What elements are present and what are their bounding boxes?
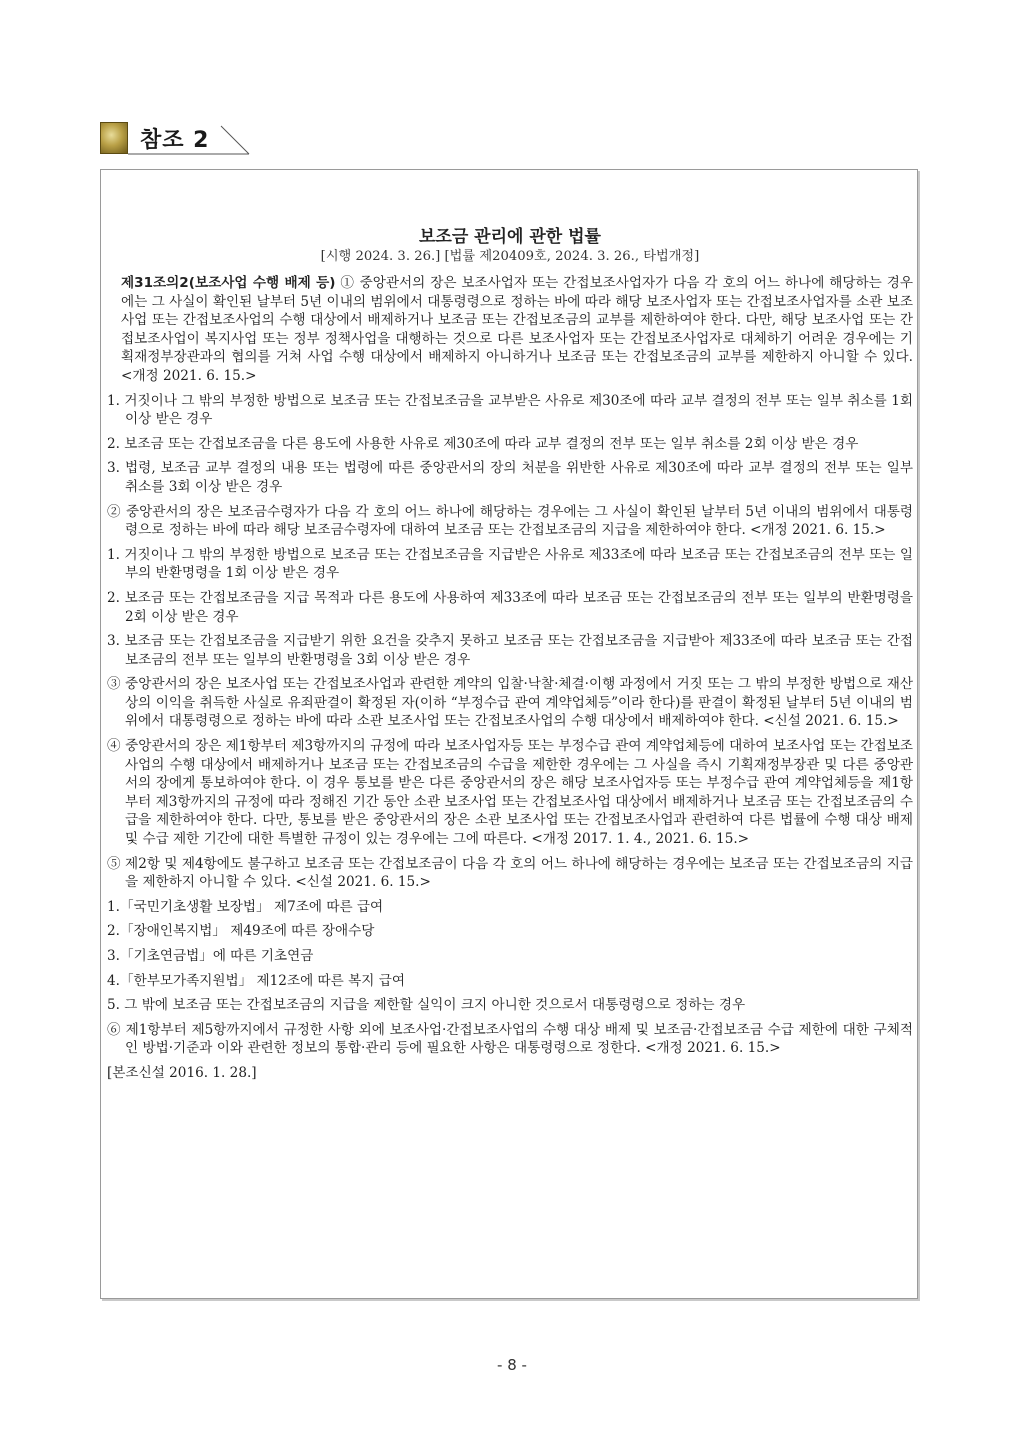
paragraph-2: ② 중앙관서의 장은 보조금수령자가 다음 각 호의 어느 하나에 해당하는 경우에는 그 사실이 확인된 날부터 5년 이내의 범위에서 대통령령으로 정하는 바에 따라 해당 보조금수령자에 대하여 보조금 또는 간접보조금의 지급을 제한하여야 한다. <개정 2021. 6. 15.> [107, 503, 913, 539]
article-note: [본조신설 2016. 1. 28.] [107, 1064, 257, 1081]
list-item: 1. 거짓이나 그 밖의 부정한 방법으로 보조금 또는 간접보조금을 지급받은 사유로 제33조에 따라 보조금 또는 간접보조금의 전부 또는 일부의 반환명령을 1회 이상 받은 경우 [107, 546, 913, 582]
list-item: 2. 보조금 또는 간접보조금을 지급 목적과 다른 용도에 사용하여 제33조에 따라 보조금 또는 간접보조금의 전부 또는 일부의 반환명령을 2회 이상 받은 경우 [107, 589, 913, 625]
paragraph-4: ④ 중앙관서의 장은 제1항부터 제3항까지의 규정에 따라 보조사업자등 또는 부정수급 관여 계약업체등에 대하여 보조사업 또는 간접보조사업의 수행 대상에서 배제하거나 보조금 또는 간접보조금의 수급을 제한한 경우에는 그 사실을 즉시 기획재정부장관 및 다른 중앙관서의 장에게 통보하여야 한다. 이 경우 통보를 받은 다른 중앙관서의 장은 해당 보조사업자등 또는 부정수급 관여 계약업체등을 제1항부터 제3항까지의 규정에 따라 정해진 기간 동안 소관 보조사업 또는 간접보조사업 대상에서 배제하거나 보조금 또는 간접보조금의 수급을 제한하여야 한다. 다만, 통보를 받은 중앙관서의 장은 소관 보조사업 또는 간접보조사업과 관련하여 다른 법률에 수행 대상 배제 및 수급 제한 기간에 대한 특별한 규정이 있는 경우에는 그에 따른다. <개정 2017. 1. 4., 2021. 6. 15.> [107, 738, 913, 848]
paragraph-1-text: ① 중앙관서의 장은 보조사업자 또는 간접보조사업자가 다음 각 호의 어느 하나에 해당하는 경우에는 그 사실이 확인된 날부터 5년 이내의 범위에서 대통령령으로 정하는 바에 따라 해당 보조사업자 또는 간접보조사업자를 소관 보조사업 또는 간접보조사업의 수행 대상에서 배제하거나 보조금 또는 간접보조금의 교부를 제한하여야 한다. 다만, 해당 보조사업 또는 간접보조사업이 복지사업 또는 정부 정책사업을 대행하는 것으로 다른 보조사업자 또는 간접보조사업자로 대체하기 어려운 경우에는 기획재정부장관과의 협의를 거쳐 사업 수행 대상에서 배제하지 아니하거나 보조금 또는 간접보조금의 교부를 제한하지 아니할 수 있다. <개정 2021. 6. 15.> [121, 275, 914, 384]
law-content [107, 226, 913, 1089]
paragraph-6: ⑥ 제1항부터 제5항까지에서 규정한 사항 외에 보조사업·간접보조사업의 수행 대상 배제 및 보조금·간접보조금 수급 제한에 대한 구체적인 방법·기준과 이와 관련한 정보의 통합·관리 등에 필요한 사항은 대통령령으로 정한다. <개정 2021. 6. 15.> [107, 1021, 913, 1057]
list-item: 1. 거짓이나 그 밖의 부정한 방법으로 보조금 또는 간접보조금을 교부받은 사유로 제30조에 따라 교부 결정의 전부 또는 일부 취소를 1회 이상 받은 경우 [107, 392, 913, 428]
list-item: 5. 그 밖에 보조금 또는 간접보조금의 지급을 제한할 실익이 크지 아니한 것으로서 대통령령으로 정하는 경우 [107, 997, 746, 1014]
list-item: 4.「한부모가족지원법」 제12조에 따른 복지 급여 [107, 972, 405, 989]
list-item: 2.「장애인복지법」 제49조에 따른 장애수당 [107, 923, 375, 940]
header-underline-icon [100, 120, 250, 156]
list-item: 2. 보조금 또는 간접보조금을 다른 용도에 사용한 사유로 제30조에 따라 교부 결정의 전부 또는 일부 취소를 2회 이상 받은 경우 [107, 435, 859, 452]
paragraph-1 [107, 274, 913, 386]
paragraph-5: ⑤ 제2항 및 제4항에도 불구하고 보조금 또는 간접보조금이 다음 각 호의 어느 하나에 해당하는 경우에는 보조금 또는 간접보조금의 지급을 제한하지 아니할 수 있다. <신설 2021. 6. 15.> [107, 855, 913, 891]
paragraph-3: ③ 중앙관서의 장은 보조사업 또는 간접보조사업과 관련한 계약의 입찰·낙찰·체결·이행 과정에서 거짓 또는 그 밖의 부정한 방법으로 재산상의 이익을 취득한 사실로 유죄판결이 확정된 자(이하 “부정수급 관여 계약업체등”이라 한다)를 판결이 확정된 날부터 5년 이내의 범위에서 대통령령으로 정하는 바에 따라 소관 보조사업 또는 간접보조사업의 수행 대상에서 배제하여야 한다. <신설 2021. 6. 15.> [107, 676, 913, 730]
law-enforcement-info: [시행 2024. 3. 26.] [법률 제20409호, 2024. 3. 26., 타법개정] [320, 249, 700, 264]
list-item: 3. 법령, 보조금 교부 결정의 내용 또는 법령에 따른 중앙관서의 장의 처분을 위반한 사유로 제30조에 따라 교부 결정의 전부 또는 일부 취소를 3회 이상 받은 경우 [107, 460, 913, 495]
law-title: 보조금 관리에 관한 법률 [419, 227, 601, 247]
list-item: 3. 보조금 또는 간접보조금을 지급받기 위한 요건을 갖추지 못하고 보조금 또는 간접보조금을 지급받아 제33조에 따라 보조금 또는 간접보조금의 전부 또는 일부의 반환명령을 3회 이상 받은 경우 [107, 633, 913, 668]
list-item: 3.「기초연금법」에 따른 기초연금 [107, 948, 314, 964]
page-number: - 8 - [497, 1356, 527, 1374]
reference-label: 참조 2 [140, 128, 210, 153]
list-item: 1.「국민기초생활 보장법」 제7조에 따른 급여 [107, 898, 384, 915]
reference-header [100, 120, 250, 156]
article-heading: 제31조의2(보조사업 수행 배제 등) [121, 275, 336, 291]
